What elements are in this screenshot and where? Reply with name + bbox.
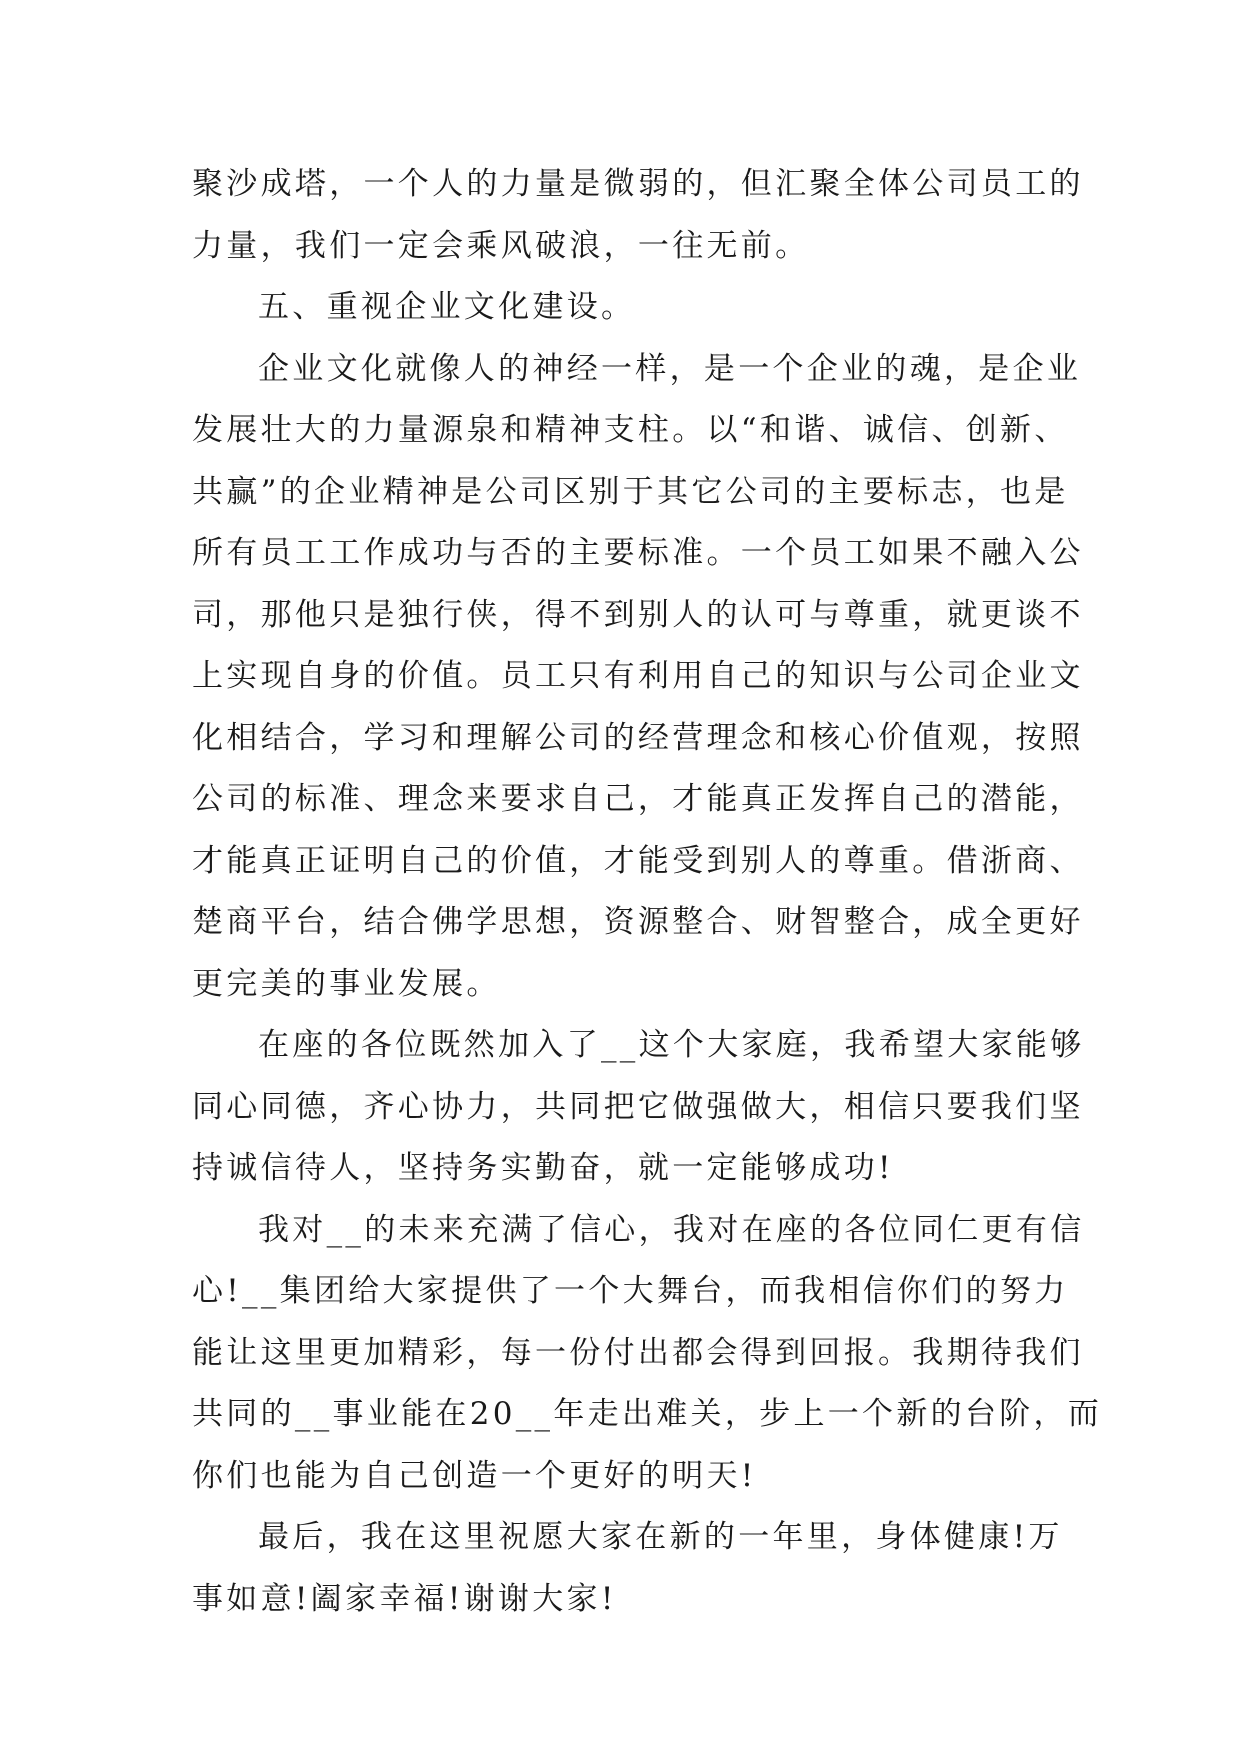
text-line: 楚商平台，结合佛学思想，资源整合、财智整合，成全更好	[192, 904, 1084, 940]
text-line: 你们也能为自己创造一个更好的明天!	[192, 1457, 757, 1494]
text-line: 司，那他只是独行侠，得不到别人的认可与尊重，就更谈不	[192, 596, 1084, 633]
text-line: 发展壮大的力量源泉和精神支柱。以“和谐、诚信、创新、	[192, 412, 1069, 448]
text-line: 力量，我们一定会乘风破浪，一往无前。	[192, 227, 810, 264]
text-line: 最后，我在这里祝愿大家在新的一年里，身体健康!万	[258, 1519, 1063, 1555]
text-line: 聚沙成塔，一个人的力量是微弱的，但汇聚全体公司员工的	[192, 166, 1084, 202]
text-line: 事如意!阖家幸福!谢谢大家!	[192, 1580, 617, 1617]
document-body	[192, 154, 1103, 1630]
text-line: 企业文化就像人的神经一样，是一个企业的魂，是企业	[258, 350, 1082, 387]
text-line: 同心同德，齐心协力，共同把它做强做大，相信只要我们坚	[192, 1088, 1084, 1125]
text-line: 共同的__事业能在20__年走出难关，步上一个新的台阶，而	[192, 1396, 1103, 1432]
text-line: 上实现自身的价值。员工只有利用自己的知识与公司企业文	[192, 658, 1084, 694]
section-heading: 五、重视企业文化建设。	[258, 289, 636, 325]
text-line: 更完美的事业发展。	[192, 965, 501, 1002]
text-line: 我对__的未来充满了信心，我对在座的各位同仁更有信	[258, 1211, 1085, 1248]
text-line: 心!__集团给大家提供了一个大舞台，而我相信你们的努力	[192, 1273, 1069, 1309]
text-line: 在座的各位既然加入了__这个大家庭，我希望大家能够	[258, 1027, 1085, 1063]
text-line: 公司的标准、理念来要求自己，才能真正发挥自己的潜能，	[192, 781, 1084, 817]
text-line: 所有员工工作成功与否的主要标准。一个员工如果不融入公	[192, 535, 1084, 571]
text-line: 化相结合，学习和理解公司的经营理念和核心价值观，按照	[192, 719, 1084, 756]
text-line: 才能真正证明自己的价值，才能受到别人的尊重。借浙商、	[192, 842, 1084, 879]
text-line: 持诚信待人，坚持务实勤奋，就一定能够成功!	[192, 1150, 894, 1186]
text-line: 共赢”的企业精神是公司区别于其它公司的主要标志，也是	[192, 473, 1069, 510]
text-line: 能让这里更加精彩，每一份付出都会得到回报。我期待我们	[192, 1334, 1084, 1371]
